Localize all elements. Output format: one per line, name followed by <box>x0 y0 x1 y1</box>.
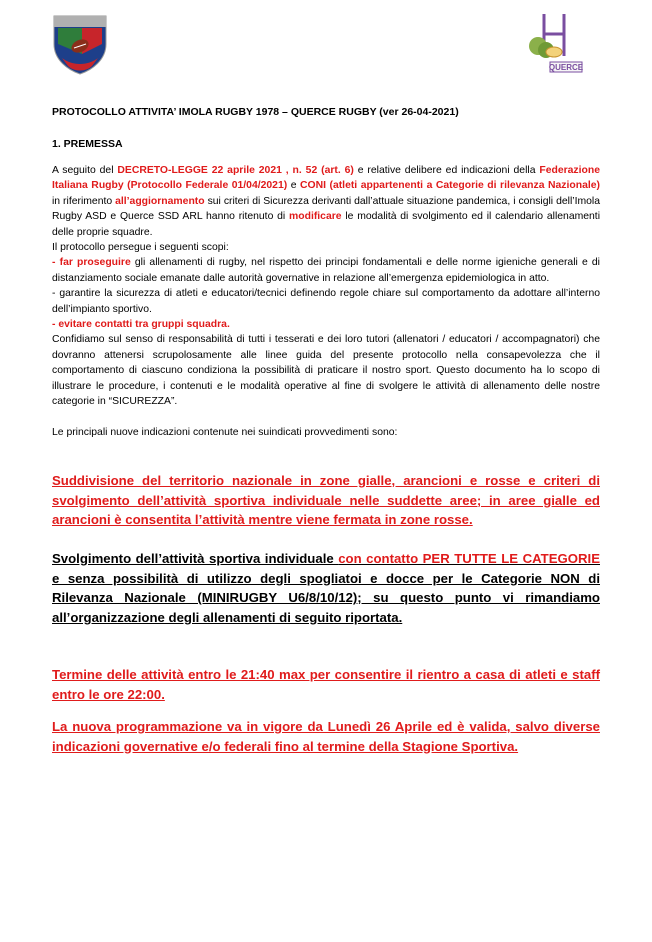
key-point-schedule: La nuova programmazione va in vigore da Lunedì 26 Aprile ed è valida, salvo diverse indicazioni governative e/o federali fino al termine della Stagione Sportiva. <box>52 719 600 754</box>
bullet-item: - garantire la sicurezza di atleti e educatori/tecnici definendo regole chiare sul comportamento da adottare all’interno dell’impianto sportivo. <box>52 288 600 315</box>
key-point-zones: Suddivisione del territorio nazionale in zone gialle, arancioni e rosse e criteri di svolgimento dell’attività sportiva individuale nelle suddette aree; in aree gialle ed arancioni è consentita l’attività mentre viene fermata in zone rosse. <box>52 473 600 528</box>
bullet-item: - far proseguire gli allenamenti di rugby, nel rispetto dei principi fondamentali e delle norme igieniche generali e di distanziamento sociale emanate dalle autorità governative in relazione all’emergenza epidemiologica in atto. <box>52 257 600 284</box>
key-point-contact: Svolgimento dell’attività sportiva individuale con contatto PER TUTTE LE CATEGORIE e senza possibilità di utilizzo degli spogliatoi e docce per le Categorie NON di Rilevanza Nazionale (MINIRUGBY U6/8/10/12); su questo punto vi rimandiamo all’organizzazione degli allenamenti di seguito riportata. <box>52 551 600 625</box>
document-title: PROTOCOLLO ATTIVITA’ IMOLA RUGBY 1978 – QUERCE RUGBY (ver 26-04-2021) <box>52 106 459 118</box>
indications-intro: Le principali nuove indicazioni contenute nei suindicati provvedimenti sono: <box>52 426 398 438</box>
svg-text:QUERCE: QUERCE <box>548 63 584 72</box>
section-heading: 1. PREMESSA <box>52 138 123 150</box>
key-point-end-time: Termine delle attività entro le 21:40 max per consentire il rientro a casa di atleti e staff entro le ore 22:00. <box>52 667 600 702</box>
imola-rugby-logo <box>52 14 108 76</box>
purposes-intro: Il protocollo persegue i seguenti scopi: <box>52 242 229 254</box>
premessa-body <box>52 163 600 440</box>
bullet-item: - evitare contatti tra gruppi squadra. <box>52 319 230 331</box>
intro-paragraph: A seguito del DECRETO-LEGGE 22 aprile 2021 , n. 52 (art. 6) e relative delibere ed indicazioni della Federazione Italiana Rugby (Protocollo Federale 01/04/2021) e CONI (atleti appartenenti a Categorie di rilevanza Nazionale) in riferimento all’aggiornamento sui criteri di Sicurezza derivanti dall’attuale situazione pandemica, i consigli dell’Imola Rugby ASD e Querce SSD ARL hanno ritenuto di modificare le modalità di svolgimento ed il calendario allenamenti delle proprie squadre. <box>52 165 601 238</box>
responsibility-paragraph: Confidiamo sul senso di responsabilità di tutti i tesserati e dei loro tutori (allenatori / educatori / accompagnatori) che dovranno attenersi scrupolosamente alle linee guida del presente protocollo nella consapevolezza che il comportamento di ciascuno condiziona la possibilità di praticare il nostro sport. Questo documento ha lo scopo di illustrare le procedure, i contenuti e le modalità operative al fine di svolgere le attività di allenamento delle nostre categorie in “SICUREZZA”. <box>52 334 600 408</box>
querce-rugby-logo <box>520 12 584 76</box>
